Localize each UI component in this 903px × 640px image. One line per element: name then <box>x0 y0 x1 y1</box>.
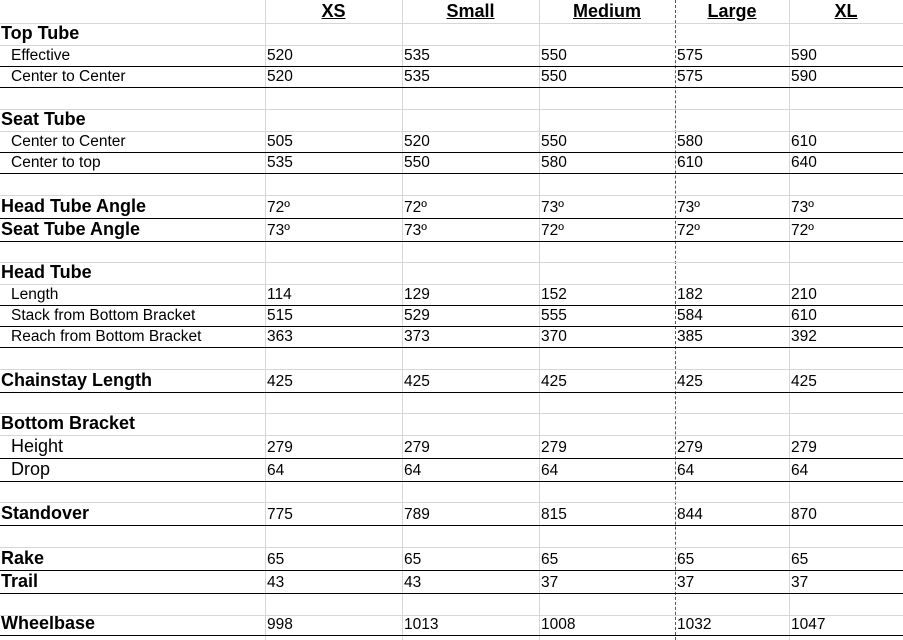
value-cell-large: 64 <box>677 462 695 479</box>
row-label: Drop <box>11 459 51 479</box>
value-cell-large: 580 <box>677 133 703 150</box>
value-cell-small: 65 <box>404 551 422 568</box>
value-cell-xl: 610 <box>791 307 817 324</box>
value-cell-xs: 64 <box>267 462 285 479</box>
value-cell-xl: 64 <box>791 462 809 479</box>
value-cell-small: 529 <box>404 307 430 324</box>
value-cell-xl: 590 <box>791 47 817 64</box>
table-row <box>0 263 903 285</box>
value-cell-medium: 425 <box>541 373 567 390</box>
value-cell-xl: 1047 <box>791 616 826 633</box>
value-cell-medium: 1008 <box>541 616 576 633</box>
table-row <box>0 67 903 88</box>
size-header-medium: Medium <box>572 1 641 21</box>
table-row <box>0 414 903 436</box>
value-cell-medium: 72º <box>541 222 564 239</box>
row-label: Top Tube <box>1 24 80 43</box>
value-cell-large: 610 <box>677 154 703 171</box>
value-cell-small: 535 <box>404 68 430 85</box>
row-label: Seat Tube Angle <box>1 219 141 239</box>
value-cell-xl: 279 <box>791 439 817 456</box>
table-row <box>0 110 903 132</box>
value-cell-large: 279 <box>677 439 703 456</box>
table-row <box>0 370 903 393</box>
spacer-row <box>0 526 903 548</box>
value-cell-small: 129 <box>404 286 430 303</box>
table-row <box>0 616 903 636</box>
table-row <box>0 503 903 526</box>
row-label: Effective <box>11 47 71 64</box>
value-cell-medium: 279 <box>541 439 567 456</box>
value-cell-medium: 65 <box>541 551 559 568</box>
row-label: Length <box>11 286 59 303</box>
value-cell-large: 37 <box>677 574 695 591</box>
spacer-row <box>0 174 903 196</box>
value-cell-large: 425 <box>677 373 703 390</box>
row-label: Center to Center <box>11 133 126 150</box>
value-cell-large: 72º <box>677 222 700 239</box>
table-row <box>0 153 903 174</box>
value-cell-medium: 64 <box>541 462 559 479</box>
row-label: Bottom Bracket <box>1 414 136 433</box>
value-cell-large: 73º <box>677 199 700 216</box>
value-cell-small: 425 <box>404 373 430 390</box>
spacer-row <box>0 348 903 370</box>
row-label: Wheelbase <box>1 616 96 633</box>
value-cell-small: 72º <box>404 199 427 216</box>
value-cell-xl: 210 <box>791 286 817 303</box>
value-cell-small: 373 <box>404 328 430 345</box>
value-cell-small: 550 <box>404 154 430 171</box>
value-cell-xs: 515 <box>267 307 293 324</box>
value-cell-xl: 37 <box>791 574 809 591</box>
table-row <box>0 46 903 67</box>
value-cell-small: 64 <box>404 462 422 479</box>
value-cell-xl: 73º <box>791 199 814 216</box>
value-cell-xs: 72º <box>267 199 290 216</box>
value-cell-xs: 363 <box>267 328 293 345</box>
value-cell-large: 65 <box>677 551 695 568</box>
spacer-row <box>0 242 903 263</box>
value-cell-large: 584 <box>677 307 703 324</box>
value-cell-large: 575 <box>677 47 703 64</box>
table-row <box>0 327 903 348</box>
value-cell-xl: 65 <box>791 551 809 568</box>
value-cell-xs: 505 <box>267 133 293 150</box>
value-cell-medium: 815 <box>541 506 567 523</box>
value-cell-xl: 590 <box>791 68 817 85</box>
value-cell-small: 279 <box>404 439 430 456</box>
value-cell-xs: 279 <box>267 439 293 456</box>
value-cell-large: 182 <box>677 286 703 303</box>
spacer-row <box>0 393 903 414</box>
value-cell-medium: 370 <box>541 328 567 345</box>
value-cell-xl: 72º <box>791 222 814 239</box>
table-row <box>0 571 903 594</box>
table-row <box>0 24 903 46</box>
spacer-row <box>0 482 903 503</box>
value-cell-medium: 37 <box>541 574 559 591</box>
table-row <box>0 132 903 153</box>
size-header-large: Large <box>707 1 757 21</box>
value-cell-xl: 610 <box>791 133 817 150</box>
value-cell-xs: 535 <box>267 154 293 171</box>
value-cell-xs: 775 <box>267 506 293 523</box>
value-cell-large: 1032 <box>677 616 712 633</box>
value-cell-small: 1013 <box>404 616 439 633</box>
table-row <box>0 459 903 482</box>
value-cell-medium: 580 <box>541 154 567 171</box>
value-cell-xs: 65 <box>267 551 285 568</box>
value-cell-medium: 152 <box>541 286 567 303</box>
header-row <box>0 0 903 24</box>
row-label: Center to top <box>11 154 101 171</box>
row-label: Head Tube <box>1 263 92 282</box>
value-cell-xs: 520 <box>267 68 293 85</box>
size-header-xl: XL <box>834 1 858 21</box>
value-cell-small: 73º <box>404 222 427 239</box>
spacer-row <box>0 594 903 616</box>
value-cell-xl: 392 <box>791 328 817 345</box>
value-cell-medium: 550 <box>541 68 567 85</box>
value-cell-small: 535 <box>404 47 430 64</box>
value-cell-xs: 73º <box>267 222 290 239</box>
row-label: Height <box>11 436 64 456</box>
table-row <box>0 285 903 306</box>
value-cell-xs: 43 <box>267 574 285 591</box>
value-cell-medium: 555 <box>541 307 567 324</box>
size-header-xs: XS <box>321 1 346 21</box>
row-label: Stack from Bottom Bracket <box>11 307 196 324</box>
row-label: Rake <box>1 548 45 568</box>
table-row <box>0 436 903 459</box>
size-header-small: Small <box>446 1 495 21</box>
spacer-row <box>0 88 903 110</box>
value-cell-medium: 550 <box>541 47 567 64</box>
value-cell-large: 844 <box>677 506 703 523</box>
table-row <box>0 219 903 242</box>
row-label: Chainstay Length <box>1 370 153 390</box>
value-cell-medium: 550 <box>541 133 567 150</box>
value-cell-medium: 73º <box>541 199 564 216</box>
value-cell-xl: 870 <box>791 506 817 523</box>
value-cell-small: 43 <box>404 574 422 591</box>
row-label: Center to Center <box>11 68 126 85</box>
value-cell-small: 789 <box>404 506 430 523</box>
value-cell-xs: 998 <box>267 616 293 633</box>
table-row <box>0 306 903 327</box>
value-cell-small: 520 <box>404 133 430 150</box>
value-cell-xs: 425 <box>267 373 293 390</box>
value-cell-large: 385 <box>677 328 703 345</box>
value-cell-xs: 520 <box>267 47 293 64</box>
table-row <box>0 548 903 571</box>
table-row <box>0 196 903 219</box>
row-label: Head Tube Angle <box>1 196 147 216</box>
value-cell-xs: 114 <box>267 286 292 303</box>
value-cell-xl: 640 <box>791 154 817 171</box>
row-label: Seat Tube <box>1 110 86 129</box>
row-label: Standover <box>1 503 90 523</box>
row-label: Trail <box>1 571 39 591</box>
value-cell-xl: 425 <box>791 373 817 390</box>
row-label: Reach from Bottom Bracket <box>11 328 202 345</box>
value-cell-large: 575 <box>677 68 703 85</box>
